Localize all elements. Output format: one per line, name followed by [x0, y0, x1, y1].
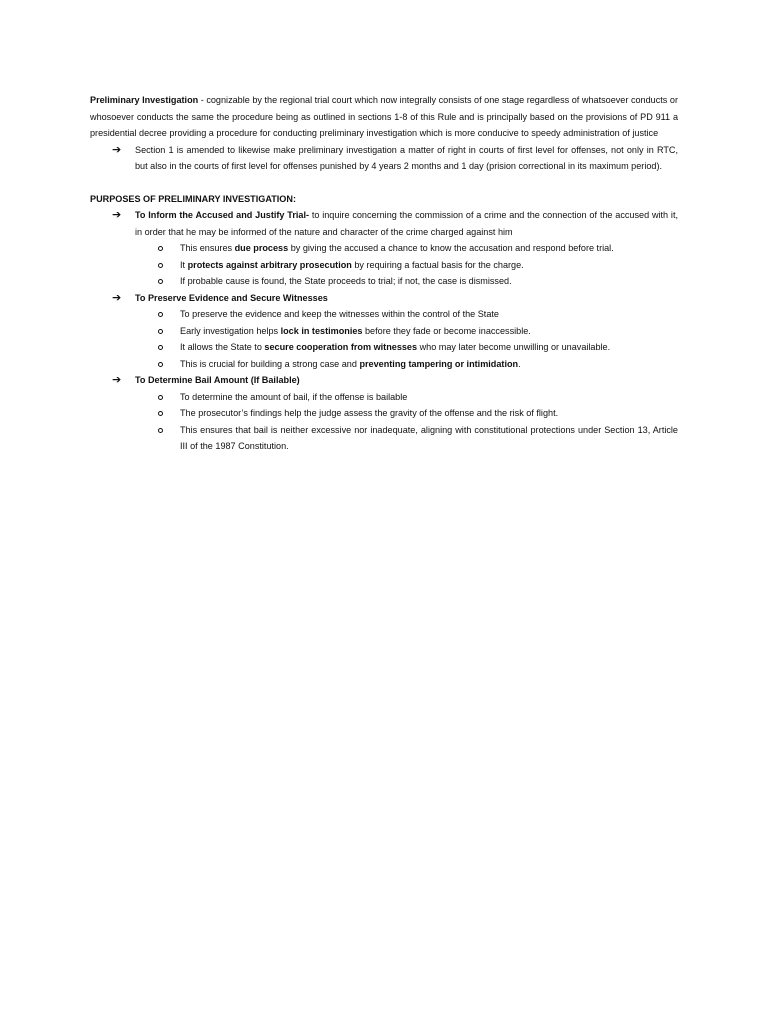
purpose-title: To Preserve Evidence and Secure Witnesses — [135, 292, 328, 303]
sub-bullet-item — [90, 273, 678, 290]
intro-term: Preliminary Investigation — [90, 95, 199, 105]
purpose-item — [90, 207, 678, 290]
sub-bold-text: lock in testimonies — [280, 325, 363, 336]
circle-bullet-icon — [158, 279, 163, 284]
circle-bullet-icon — [158, 411, 163, 416]
purpose-title-line — [90, 207, 678, 240]
purpose-title-line — [90, 372, 678, 389]
sub-text-after: by giving the accused a chance to know the accusation and respond before trial. — [288, 243, 614, 253]
sub-text: This ensures — [180, 243, 235, 253]
intro-arrow-text: Section 1 is amended to likewise make preliminary investigation a matter of right in courts of first level for offenses, not only in RTC, but also in the courts of first level for offenses punished by 4 years 2 months and 1 day (prision correctional in its maximum period). — [135, 144, 678, 171]
circle-bullet-icon — [158, 263, 163, 268]
sub-bullet-item — [90, 240, 678, 257]
sub-bullet-item — [90, 356, 678, 373]
sub-bullet-item — [90, 389, 678, 406]
arrow-bullet-icon: ➔ — [112, 374, 122, 386]
sub-text: The prosecutor’s findings help the judge assess the gravity of the offense and the risk of flight. — [180, 408, 559, 418]
sub-bold-text: protects against arbitrary prosecution — [187, 259, 352, 270]
purpose-title: To Determine Bail Amount (If Bailable) — [135, 375, 300, 385]
circle-bullet-icon — [158, 246, 163, 251]
circle-bullet-icon — [158, 395, 163, 400]
sub-text-after: before they fade or become inaccessible. — [362, 325, 531, 336]
sub-text: Early investigation helps — [180, 325, 281, 336]
sub-bullet-item — [90, 306, 678, 323]
circle-bullet-icon — [158, 345, 163, 350]
sub-bullet-item — [90, 257, 678, 274]
sub-text: If probable cause is found, the State proceeds to trial; if not, the case is dismissed. — [180, 276, 512, 286]
sub-text-after: . — [518, 358, 521, 369]
sub-bullet-item — [90, 422, 678, 455]
circle-bullet-icon — [158, 312, 163, 317]
sub-bullet-item — [90, 339, 678, 356]
arrow-bullet-icon: ➔ — [112, 143, 122, 156]
sub-text-after: by requiring a factual basis for the charge. — [351, 259, 524, 270]
arrow-bullet-icon: ➔ — [112, 291, 122, 304]
arrow-bullet-icon: ➔ — [112, 209, 122, 221]
sub-bold-text: preventing tampering or intimidation — [359, 358, 519, 369]
circle-bullet-icon — [158, 329, 163, 334]
intro-text: - cognizable by the regional trial court which now integrally consists of one stage regardless of whatsoever conducts or whosoever conducts the same the procedure being as outlined in sections 1-8 of this Rule and is principally based on the provisions of PD 911 a presidential decree providing a procedure for conducting preliminary investigation which is more conducive to speedy administration of justice — [90, 95, 678, 138]
purpose-text: to inquire concerning the commission of a crime and the connection of the accused with it, in order that he may be informed of the nature and character of the crime charged against him — [135, 210, 679, 237]
sub-text: To preserve the evidence and keep the witnesses within the control of the State — [180, 309, 499, 319]
sub-bold-text: due process — [234, 243, 289, 253]
sub-bold-text: secure cooperation from witnesses — [264, 342, 418, 352]
intro-arrow-item — [90, 142, 678, 175]
sub-bullet-item — [90, 405, 678, 422]
purpose-item — [90, 372, 678, 455]
sub-text: It allows the State to — [180, 342, 265, 352]
sub-bullet-item — [90, 323, 678, 340]
sub-text: This ensures that bail is neither excessive nor inadequate, aligning with constitutional protections under Section 13, Article III of the 1987 Constitution. — [180, 424, 678, 451]
purpose-item — [90, 290, 678, 373]
purpose-title: To Inform the Accused and Justify Trial- — [135, 210, 310, 220]
purposes-heading: PURPOSES OF PRELIMINARY INVESTIGATION: — [90, 193, 296, 204]
sub-text-after: who may later become unwilling or unavailable. — [417, 342, 611, 352]
circle-bullet-icon — [158, 362, 163, 367]
sub-text: It — [180, 259, 188, 270]
purpose-title-line — [90, 290, 678, 307]
circle-bullet-icon — [158, 428, 163, 433]
sub-text: To determine the amount of bail, if the offense is bailable — [180, 391, 408, 402]
intro-paragraph — [90, 92, 678, 142]
sub-text: This is crucial for building a strong case and — [180, 358, 360, 369]
